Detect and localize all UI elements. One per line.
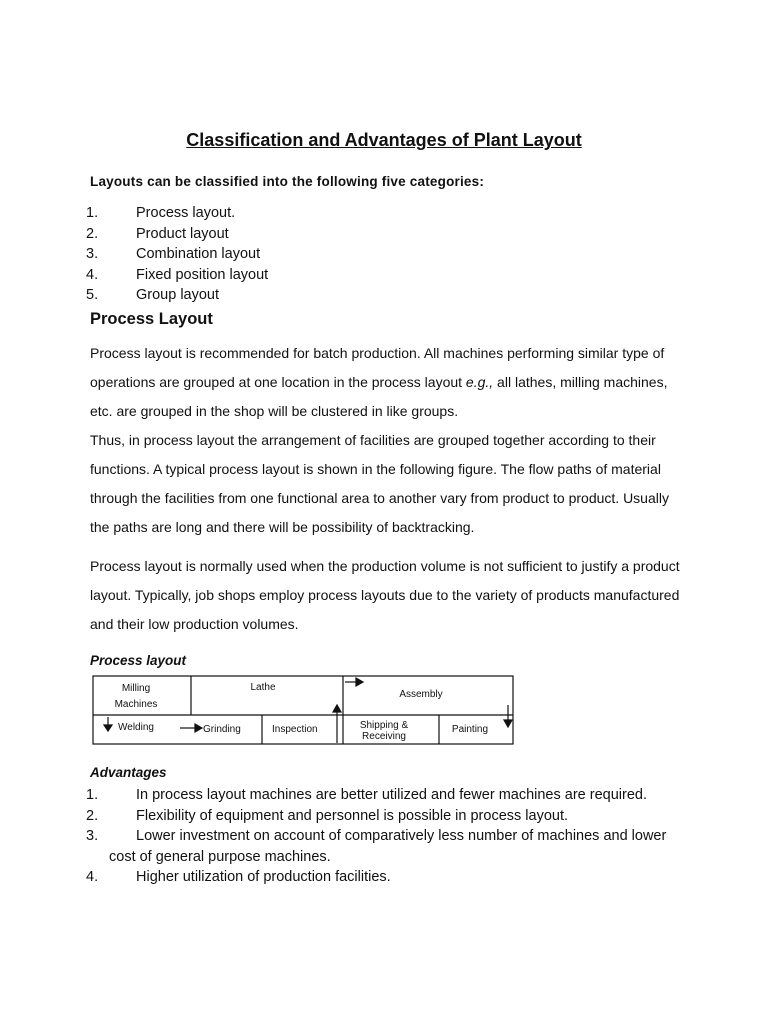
page-title: Classification and Advantages of Plant Layout: [186, 130, 582, 150]
arrow-down-icon: [104, 725, 112, 731]
list-item: [86, 806, 686, 827]
list-item: [86, 224, 268, 245]
painting-label: Painting: [451, 724, 489, 735]
lathe-label: Lathe: [250, 682, 276, 693]
welding-label: Welding: [118, 722, 154, 733]
list-text: Product layout: [136, 225, 229, 242]
list-item: [86, 285, 268, 306]
shipping-label-1: Shipping &: [359, 720, 409, 731]
arrow-right-icon: [356, 678, 363, 686]
list-number: 4.: [86, 869, 99, 885]
arrow-right-icon: [195, 724, 202, 732]
grinding-label: Grinding: [203, 724, 241, 735]
milling-label-1: Milling: [121, 683, 151, 694]
shipping-label-2: Receiving: [362, 731, 406, 742]
list-item: [86, 203, 268, 224]
list-text: Combination layout: [136, 246, 261, 262]
list-number: 5.: [86, 287, 99, 303]
list-text: Lower investment on account of comparatively less number of machines and lower cost of general purpose machines.: [109, 828, 667, 865]
list-text: Group layout: [136, 287, 220, 303]
assembly-label: Assembly: [399, 689, 443, 700]
milling-label-2: Machines: [114, 699, 158, 710]
process-layout-diagram: [92, 675, 516, 747]
section-heading: Process Layout: [90, 310, 213, 328]
list-text: Flexibility of equipment and personnel is possible in process layout.: [136, 807, 569, 824]
list-number: 1.: [86, 205, 99, 221]
list-item: [86, 265, 268, 286]
list-number: 1.: [86, 787, 99, 803]
list-text: Higher utilization of production facilities.: [136, 869, 391, 885]
paragraph-3: Process layout is normally used when the production volume is not sufficient to justify a product layout. Typically, job shops employ process layouts due to the variety of products manufactured and their low production volumes.: [90, 558, 680, 632]
paragraph-1-before: Process layout is recommended for batch production. All machines performing similar type of operations are grouped at one location in the process layout: [90, 345, 665, 390]
list-number: 3.: [86, 246, 99, 262]
arrow-down-icon: [504, 720, 512, 727]
paragraph-2: Thus, in process layout the arrangement of facilities are grouped together according to their functions. A typical process layout is shown in the following figure. The flow paths of material through the facilities from one functional area to another vary from product to product. Usually the paths are long and there will be possibility of backtracking.: [90, 432, 669, 535]
list-number: 3.: [86, 828, 99, 844]
inspection-label: Inspection: [272, 724, 318, 735]
paragraph-1-emphasis: e.g.,: [465, 374, 494, 390]
list-number: 4.: [86, 266, 99, 283]
list-text: Process layout.: [136, 205, 236, 221]
category-list: [86, 203, 268, 306]
list-number: 2.: [86, 225, 99, 242]
figure-caption: Process layout: [90, 653, 187, 668]
intro-text: Layouts can be classified into the following five categories:: [90, 174, 485, 189]
list-text: Fixed position layout: [136, 266, 269, 283]
list-item: [86, 785, 686, 806]
paragraph-1-after: all lathes, milling machines, etc. are grouped in the shop will be clustered in like groups.: [90, 374, 668, 419]
list-number: 2.: [86, 807, 99, 824]
list-text: In process layout machines are better utilized and fewer machines are required.: [136, 787, 647, 803]
advantages-list: [86, 785, 686, 888]
advantages-title: Advantages: [90, 765, 167, 780]
arrow-up-icon: [333, 705, 341, 712]
list-item: [86, 867, 686, 888]
paragraph-1: [90, 339, 690, 426]
list-item: [86, 244, 268, 265]
list-item: [86, 826, 686, 867]
